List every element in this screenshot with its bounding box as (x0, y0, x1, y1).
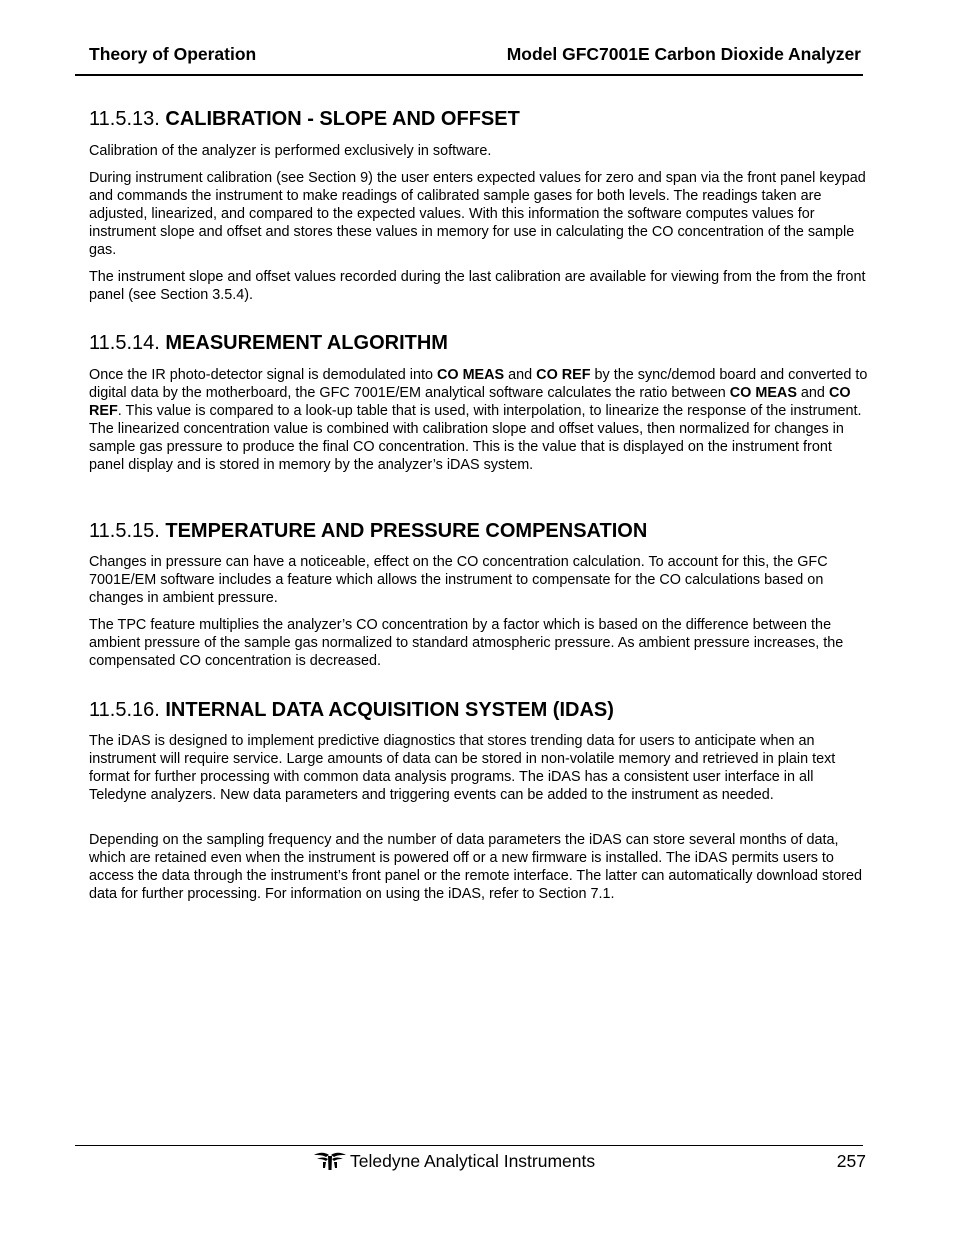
text-run: Once the IR photo-detector signal is demodulated into (89, 367, 437, 383)
paragraph: The iDAS is designed to implement predictive diagnostics that stores trending data for users to anticipate when an instrument will require service. Large amounts of data can be stored in non-volatile memory and retrieved in plain text format for further processing with common data analysis programs. The iDAS has a consistent user interface in all Teledyne analyzers. New data parameters and triggering events can be added to the instrument as needed. (89, 733, 836, 803)
section-title: MEASUREMENT ALGORITHM (165, 332, 448, 354)
section-heading-calibration (89, 108, 520, 131)
section-title: TEMPERATURE AND PRESSURE COMPENSATION (165, 520, 648, 542)
paragraph: The instrument slope and offset values recorded during the last calibration are available for viewing from the from the front panel (see Section 3.5.4). (89, 269, 866, 303)
header-divider (75, 74, 863, 76)
signal-co-meas: CO MEAS (436, 367, 505, 383)
signal-co-ref: CO REF (536, 367, 591, 383)
paragraph-measurement (89, 367, 869, 474)
page-header (89, 44, 861, 66)
header-model-title: Model GFC7001E Carbon Dioxide Analyzer (506, 44, 861, 64)
section-heading-temperature-pressure (89, 520, 647, 543)
paragraph: Depending on the sampling frequency and the number of data parameters the iDAS can store several months of data, which are retained even when the instrument is powered off or a new firmware is installed. The iDAS permits users to access the data through the instrument’s front panel or the remote interface. The latter can automatically download stored data for further processing. For information on using the iDAS, refer to Section 7.1. (89, 832, 863, 902)
text-run: and (796, 384, 829, 401)
section-title: INTERNAL DATA ACQUISITION SYSTEM (IDAS) (165, 699, 614, 721)
text-run: and (504, 367, 537, 383)
teledyne-logo-icon (313, 1151, 347, 1171)
paragraph: Changes in pressure can have a noticeable, effect on the CO concentration calculation. To account for this, the GFC 7001E/EM software includes a feature which allows the instrument to compensate for the CO calculations based on changes in ambient pressure. (89, 554, 828, 606)
header-chapter-title: Theory of Operation (89, 44, 257, 64)
footer-brand (313, 1151, 595, 1172)
signal-co-ref: CO REF (89, 384, 851, 419)
page-footer (75, 1151, 866, 1173)
section-heading-idas (89, 699, 614, 722)
section-number: 11.5.14. (89, 332, 160, 354)
paragraph: The TPC feature multiplies the analyzer’s CO concentration by a factor which is based on the difference between the ambient pressure of the sample gas normalized to standard atmospheric pressure. As ambient pressure increases, the compensated CO concentration is decreased. (89, 617, 844, 669)
page-number: 257 (836, 1151, 866, 1171)
text-run: . This value is compared to a look-up table that is used, with interpolation, to linearize the response of the instrument. The linearized concentration value is combined with calibration slope and offset values, then normalized for changes in sample gas pressure to produce the final CO concentration. This is the value that is displayed on the instrument front panel display and is stored in memory by the analyzer’s iDAS system. (89, 402, 862, 473)
section-number: 11.5.13. (89, 108, 160, 130)
footer-brand-text: Teledyne Analytical Instruments (350, 1151, 596, 1171)
section-heading-measurement (89, 332, 448, 355)
footer-divider (75, 1145, 863, 1146)
section-title: CALIBRATION - SLOPE AND OFFSET (165, 108, 520, 130)
paragraph: Calibration of the analyzer is performed exclusively in software. (89, 143, 492, 159)
signal-co-meas: CO MEAS (729, 384, 797, 401)
paragraph: During instrument calibration (see Section 9) the user enters expected values for zero and span via the front panel keypad and commands the instrument to make readings of calibrated sample gases for both levels. The readings taken are adjusted, linearized, and compared to the expected values. With this information the software computes values for instrument slope and offset and stores these values in memory for use in calculating the CO concentration of the sample gas. (89, 170, 866, 258)
section-number: 11.5.16. (89, 699, 160, 721)
section-number: 11.5.15. (89, 520, 160, 542)
text-run: by the sync/demod board and converted to digital data by the motherboard, the GFC 7001E/EM analytical software calculates the ratio between (89, 367, 868, 401)
